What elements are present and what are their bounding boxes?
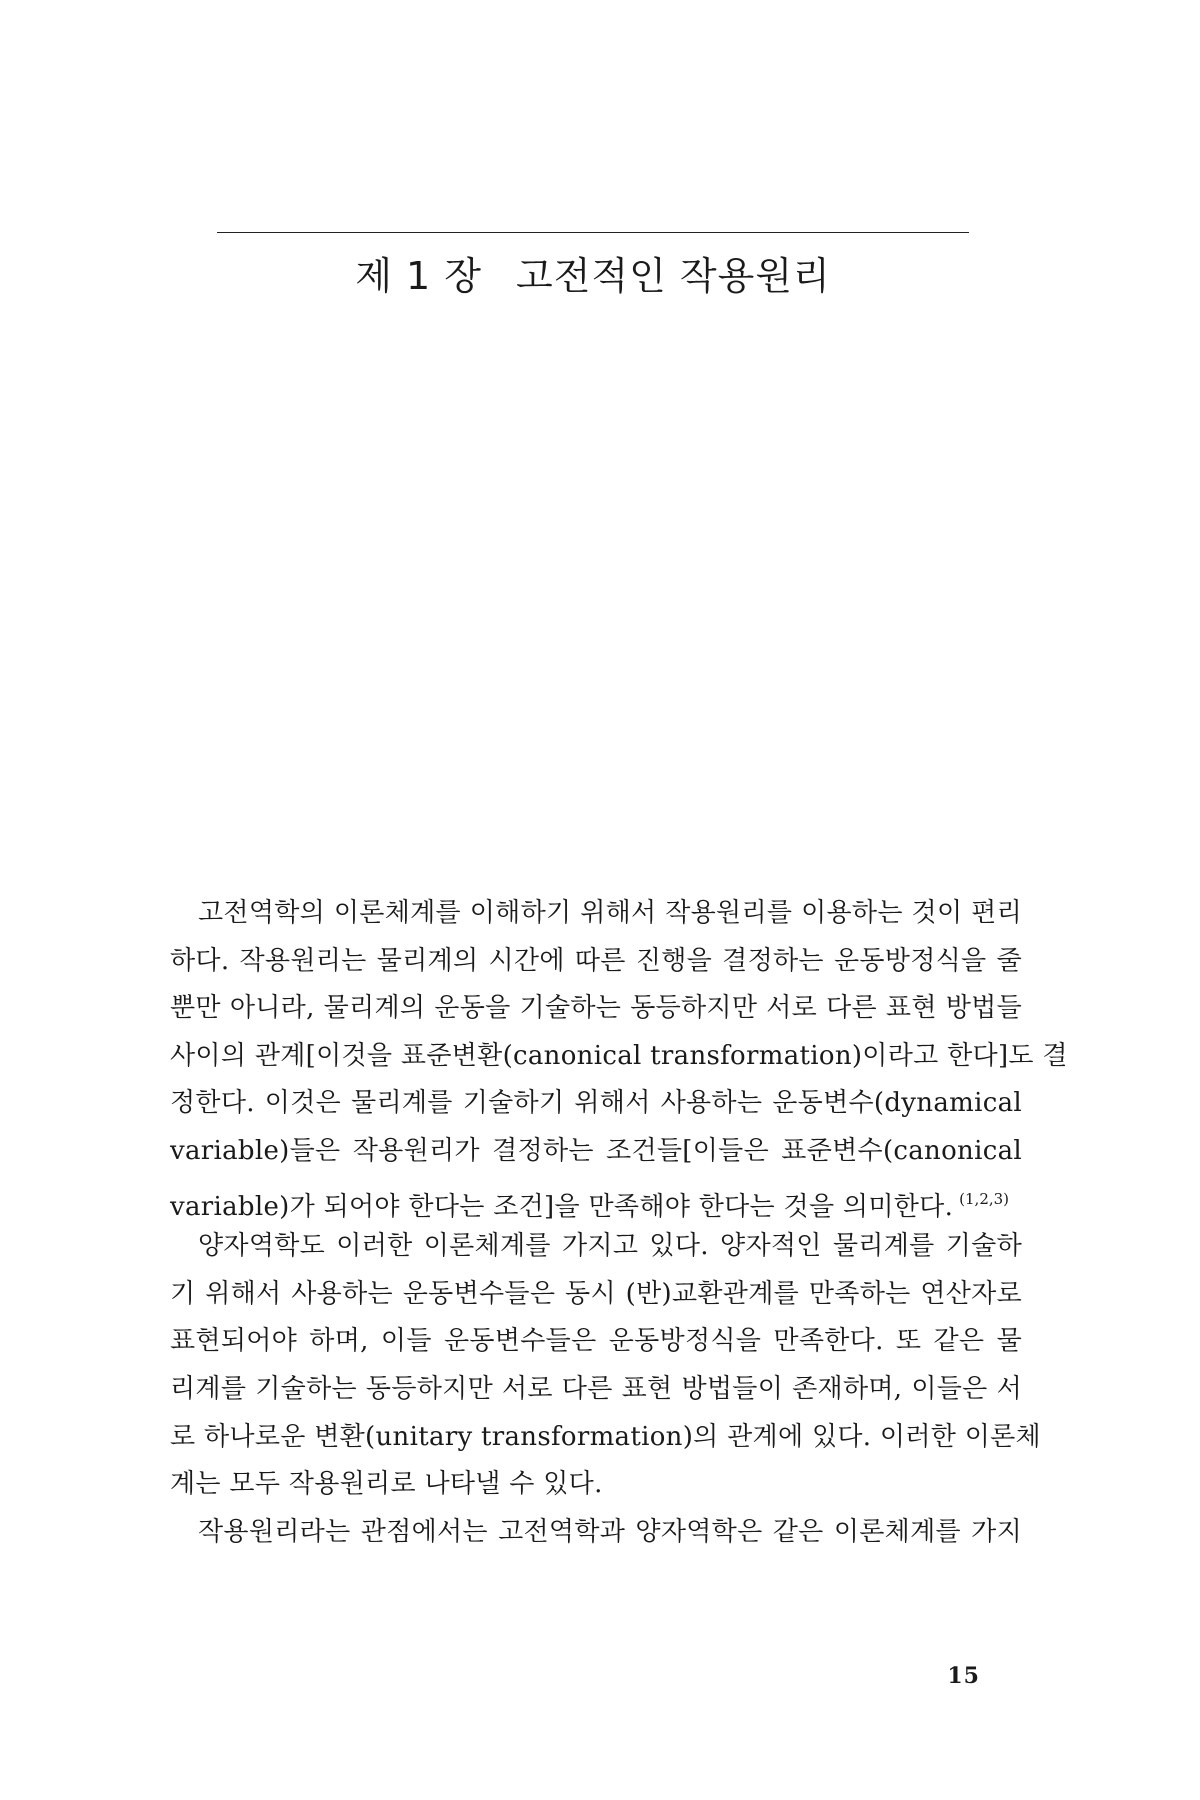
page-number: 15 [947,1663,980,1689]
text-line: 계는 모두 작용원리로 나타낼 수 있다. [170,1469,603,1500]
text-line: 작용원리라는 관점에서는 고전역학과 양자역학은 같은 이론체계를 가지 [198,1516,1022,1547]
chapter-heading [217,248,969,304]
chapter-title-rule [217,232,969,233]
text-line: 고전역학의 이론체계를 이해하기 위해서 작용원리를 이용하는 것이 편리 [198,898,1022,928]
text-line: 로 하나로운 변환(unitary transformation)의 관계에 있다. 이러한 이론체 [170,1421,1041,1452]
text-line: 뿐만 아니라, 물리계의 운동을 기술하는 동등하지만 서로 다른 표현 방법들 [170,993,1022,1024]
text-line: 리계를 기술하는 동등하지만 서로 다른 표현 방법들이 존재하며, 이들은 서 [170,1373,1022,1404]
text-line-with-citation [170,1176,1022,1224]
text-line: 사이의 관계[이것을 표준변환(canonical transformation)이라고 한다]도 결 [170,1040,1068,1071]
citation-reference: (1,2,3) [959,1189,1010,1208]
text-line: 정한다. 이것은 물리계를 기술하기 위해서 사용하는 운동변수(dynamical [170,1088,1022,1119]
text-line: variable)들은 작용원리가 결정하는 조건들[이들은 표준변수(canonical [170,1135,1022,1166]
text-line: 기 위해서 사용하는 운동변수들은 동시 (반)교환관계를 만족하는 연산자로 [170,1278,1022,1309]
chapter-title: 고전적인 작용원리 [516,254,831,298]
chapter-number: 제 1 장 [355,254,482,298]
text-line: variable)가 되어야 한다는 조건]을 만족해야 한다는 것을 의미한다. [170,1191,954,1222]
body-text [170,890,1068,1556]
text-line: 하다. 작용원리는 물리계의 시간에 따른 진행을 결정하는 운동방정식을 줄 [170,945,1022,976]
text-line: 양자역학도 이러한 이론체계를 가지고 있다. 양자적인 물리계를 기술하 [198,1231,1022,1262]
text-line: 표현되어야 하며, 이들 운동변수들은 운동방정식을 만족한다. 또 같은 물 [170,1326,1022,1357]
